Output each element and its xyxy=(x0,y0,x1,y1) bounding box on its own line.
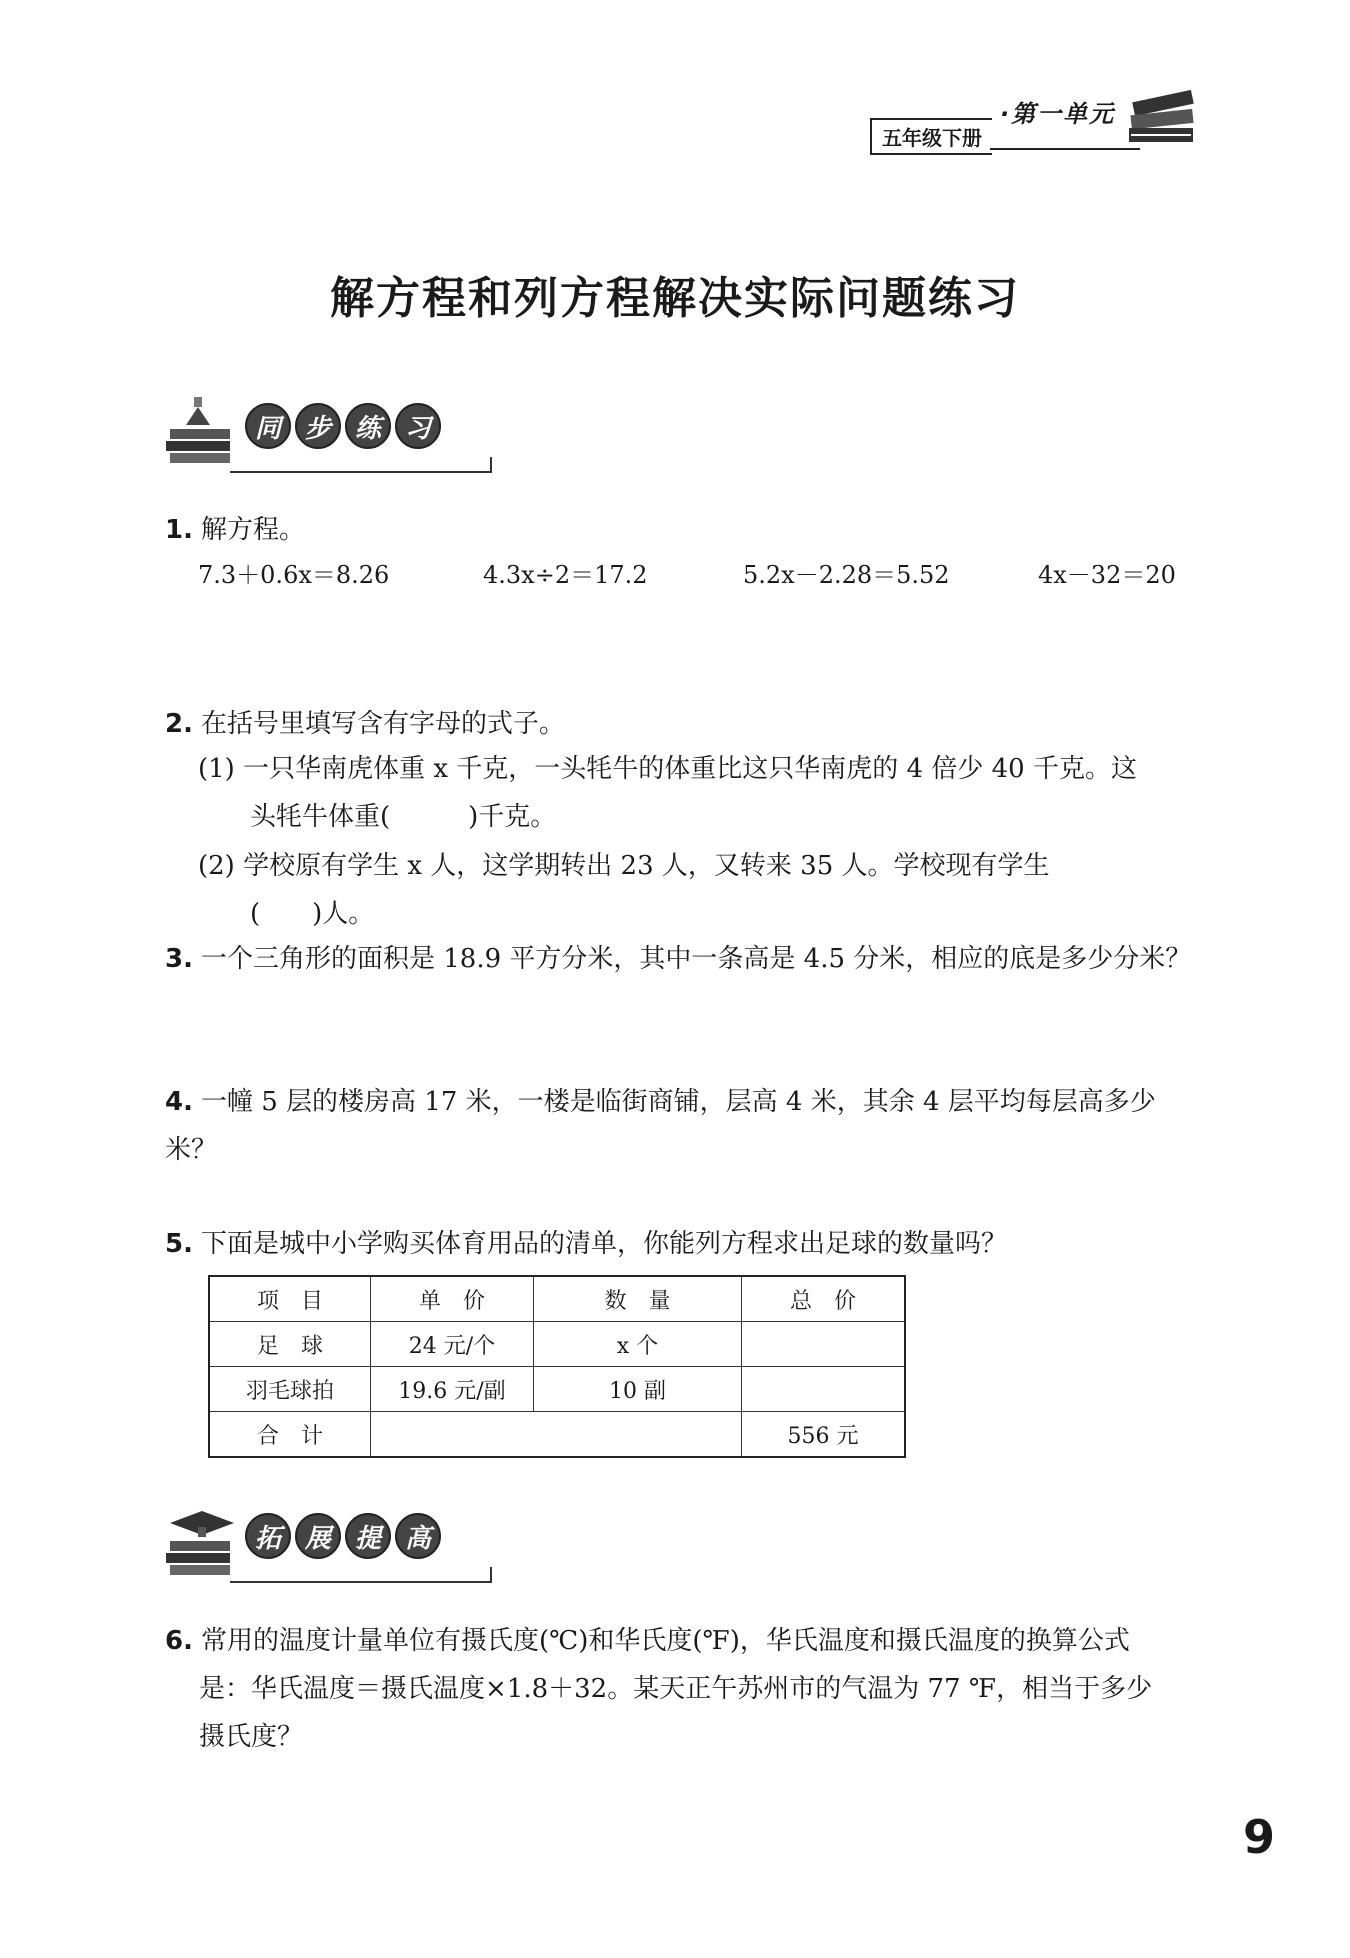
question-1: 1. 解方程。 xyxy=(165,515,305,545)
table-total-row: 合 计 556 元 xyxy=(209,1412,905,1458)
purchase-table xyxy=(208,1275,906,1458)
question-4: 4. 一幢 5 层的楼房高 17 米，一楼是临街商铺，层高 4 米，其余 4 层平均每层高多少米？ xyxy=(165,1087,1156,1165)
question-5: 5. 下面是城中小学购买体育用品的清单，你能列方程求出足球的数量吗？ xyxy=(165,1229,1007,1259)
section-underline xyxy=(230,1567,492,1583)
table-header: 单 价 xyxy=(371,1276,534,1322)
table-header: 项 目 xyxy=(209,1276,371,1322)
section-title-extension: 拓 展 提 高 xyxy=(245,1513,441,1559)
page-number: 9 xyxy=(1242,1810,1275,1864)
books-icon xyxy=(1125,88,1200,158)
equation-3: 5.2x－2.28＝5.52 xyxy=(743,561,950,589)
table-header: 数 量 xyxy=(534,1276,742,1322)
question-2: 2. 在括号里填写含有字母的式子。 xyxy=(165,709,565,739)
equation-1: 7.3＋0.6x＝8.26 xyxy=(198,561,390,589)
table-header-row xyxy=(209,1276,905,1322)
equation-4: 4x－32＝20 xyxy=(1038,561,1176,589)
header-underline xyxy=(990,148,1140,150)
question-2-part-1: (1) 一只华南虎体重 x 千克，一头牦牛的体重比这只华南虎的 4 倍少 40 千克。这 头牦牛体重( )千克。 xyxy=(198,754,1137,832)
table-row: 羽毛球拍 19.6 元/副 10 副 xyxy=(209,1367,905,1412)
books-cap-icon xyxy=(160,1505,240,1585)
page-title: 解方程和列方程解决实际问题练习 xyxy=(330,273,1020,324)
books-lamp-icon xyxy=(160,395,240,475)
question-3: 3. 一个三角形的面积是 18.9 平方分米，其中一条高是 4.5 分米，相应的底是多少分米？ xyxy=(165,944,1192,974)
equation-2: 4.3x÷2＝17.2 xyxy=(483,561,648,589)
table-header: 总 价 xyxy=(742,1276,906,1322)
unit-header xyxy=(870,88,1200,168)
unit-label: ·第一单元 xyxy=(1000,100,1116,128)
question-6: 6. 常用的温度计量单位有摄氏度(℃)和华氏度(℉)，华氏温度和摄氏温度的换算公式 是：华氏温度＝摄氏温度×1.8＋32。某天正午苏州市的气温为 77 ℉，相当于多少 摄氏度？ xyxy=(165,1626,1153,1752)
section-title-sync: 同 步 练 习 xyxy=(245,403,441,449)
question-2-part-2: (2) 学校原有学生 x 人，这学期转出 23 人，又转来 35 人。学校现有学生 ( )人。 xyxy=(198,851,1050,929)
grade-label: 五年级下册 xyxy=(870,118,992,155)
section-underline xyxy=(230,457,492,473)
table-row: 足 球 24 元/个 x 个 xyxy=(209,1322,905,1367)
